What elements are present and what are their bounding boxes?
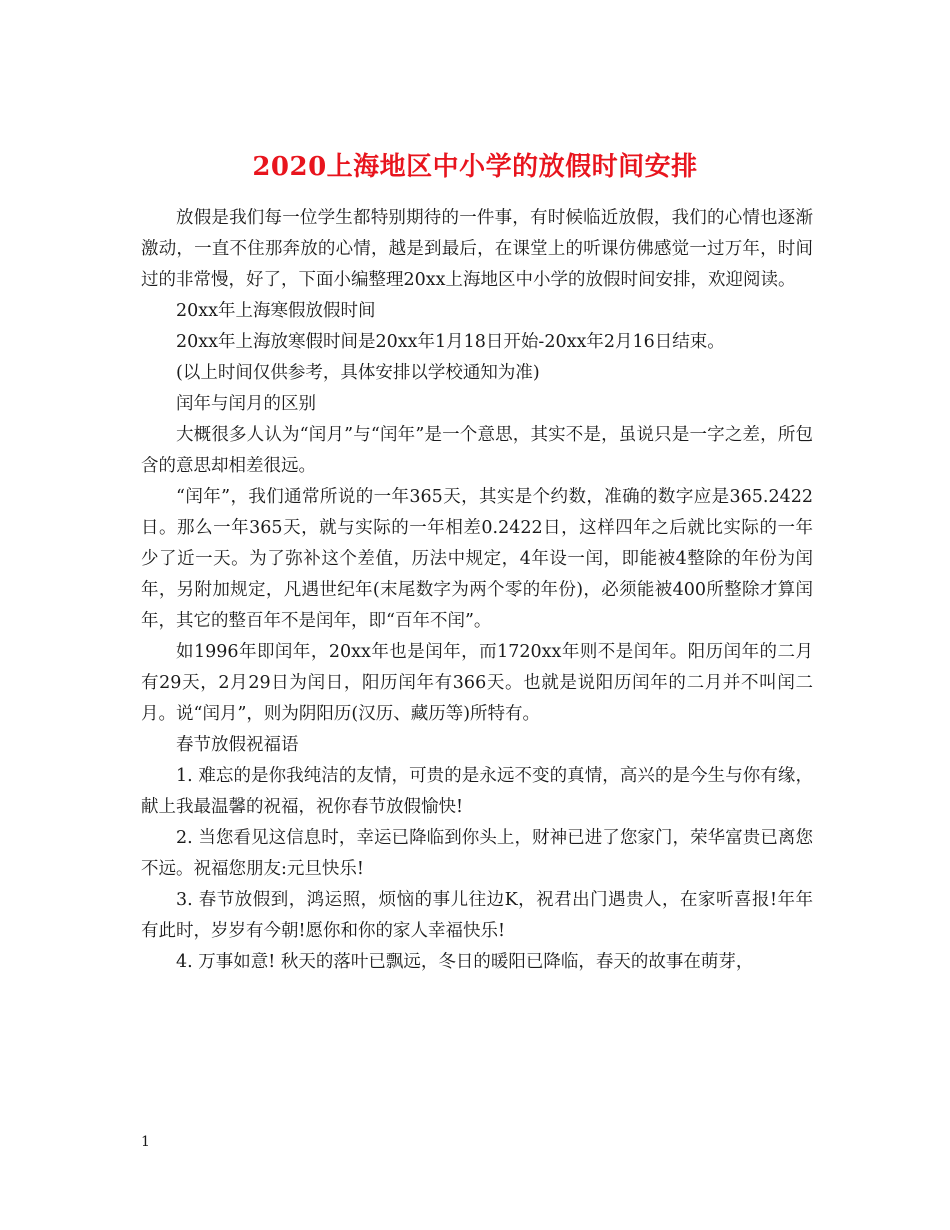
- greeting-item-4: 4. 万事如意! 秋天的落叶已飘远，冬日的暖阳已降临，春天的故事在萌芽，: [176, 952, 754, 972]
- paragraph-leap-intro: 大概很多人认为“闰月”与“闰年”是一个意思，其实不是，虽说只是一字之差，所包含的意思却相差很远。: [141, 425, 813, 476]
- paragraph-leap-year: “闰年”，我们通常所说的一年365天，其实是个约数，准确的数字应是365.2422日。那么一年365天，就与实际的一年相差0.2422日，这样四年之后就比实际的一年少了近一天。为了弥补这个差值，历法中规定，4年设一闰，即能被4整除的年份为闰年，另附加规定，凡遇世纪年(末尾数字为两个零的年份)，必须能被400所整除才算闰年，其它的整百年不是闰年，即“百年不闰”。: [141, 487, 813, 631]
- document-title: 2020上海地区中小学的放假时间安排: [252, 152, 698, 183]
- greeting-item-3: 3. 春节放假到，鸿运照，烦恼的事儿往边K，祝君出门遇贵人，在家听喜报!年年有此时，岁岁有今朝!愿你和你的家人幸福快乐!: [141, 890, 813, 941]
- paragraph-holiday-dates: 20xx年上海放寒假时间是20xx年1月18日开始-20xx年2月16日结束。: [176, 332, 725, 352]
- heading-leap-difference: 闰年与闰月的区别: [176, 394, 316, 414]
- paragraph-leap-example: 如1996年即闰年，20xx年也是闰年，而1720xx年则不是闰年。阳历闰年的二月有29天，2月29日为闰日，阳历闰年有366天。也就是说阳历闰年的二月并不叫闰二月。说“闰月”，则为阴阳历(汉历、藏历等)所特有。: [141, 642, 813, 724]
- paragraph-intro: 放假是我们每一位学生都特别期待的一件事，有时候临近放假，我们的心情也逐渐激动，一直不住那奔放的心情，越是到最后，在课堂上的听课仿佛感觉一过万年，时间过的非常慢，好了，下面小编整理20xx上海地区中小学的放假时间安排，欢迎阅读。: [141, 208, 813, 290]
- greeting-item-2: 2. 当您看见这信息时，幸运已降临到你头上，财神已进了您家门，荣华富贵已离您不远。祝福您朋友:元旦快乐!: [141, 828, 813, 879]
- greeting-item-1: 1. 难忘的是你我纯洁的友情，可贵的是永远不变的真情，高兴的是今生与你有缘，献上我最温馨的祝福，祝你春节放假愉快!: [141, 766, 813, 817]
- page-number: 1: [141, 1134, 150, 1150]
- document-body: [141, 203, 813, 978]
- heading-greetings: 春节放假祝福语: [176, 735, 299, 755]
- heading-winter-holiday: 20xx年上海寒假放假时间: [176, 301, 376, 321]
- paragraph-disclaimer: (以上时间仅供参考，具体安排以学校通知为准): [176, 363, 540, 383]
